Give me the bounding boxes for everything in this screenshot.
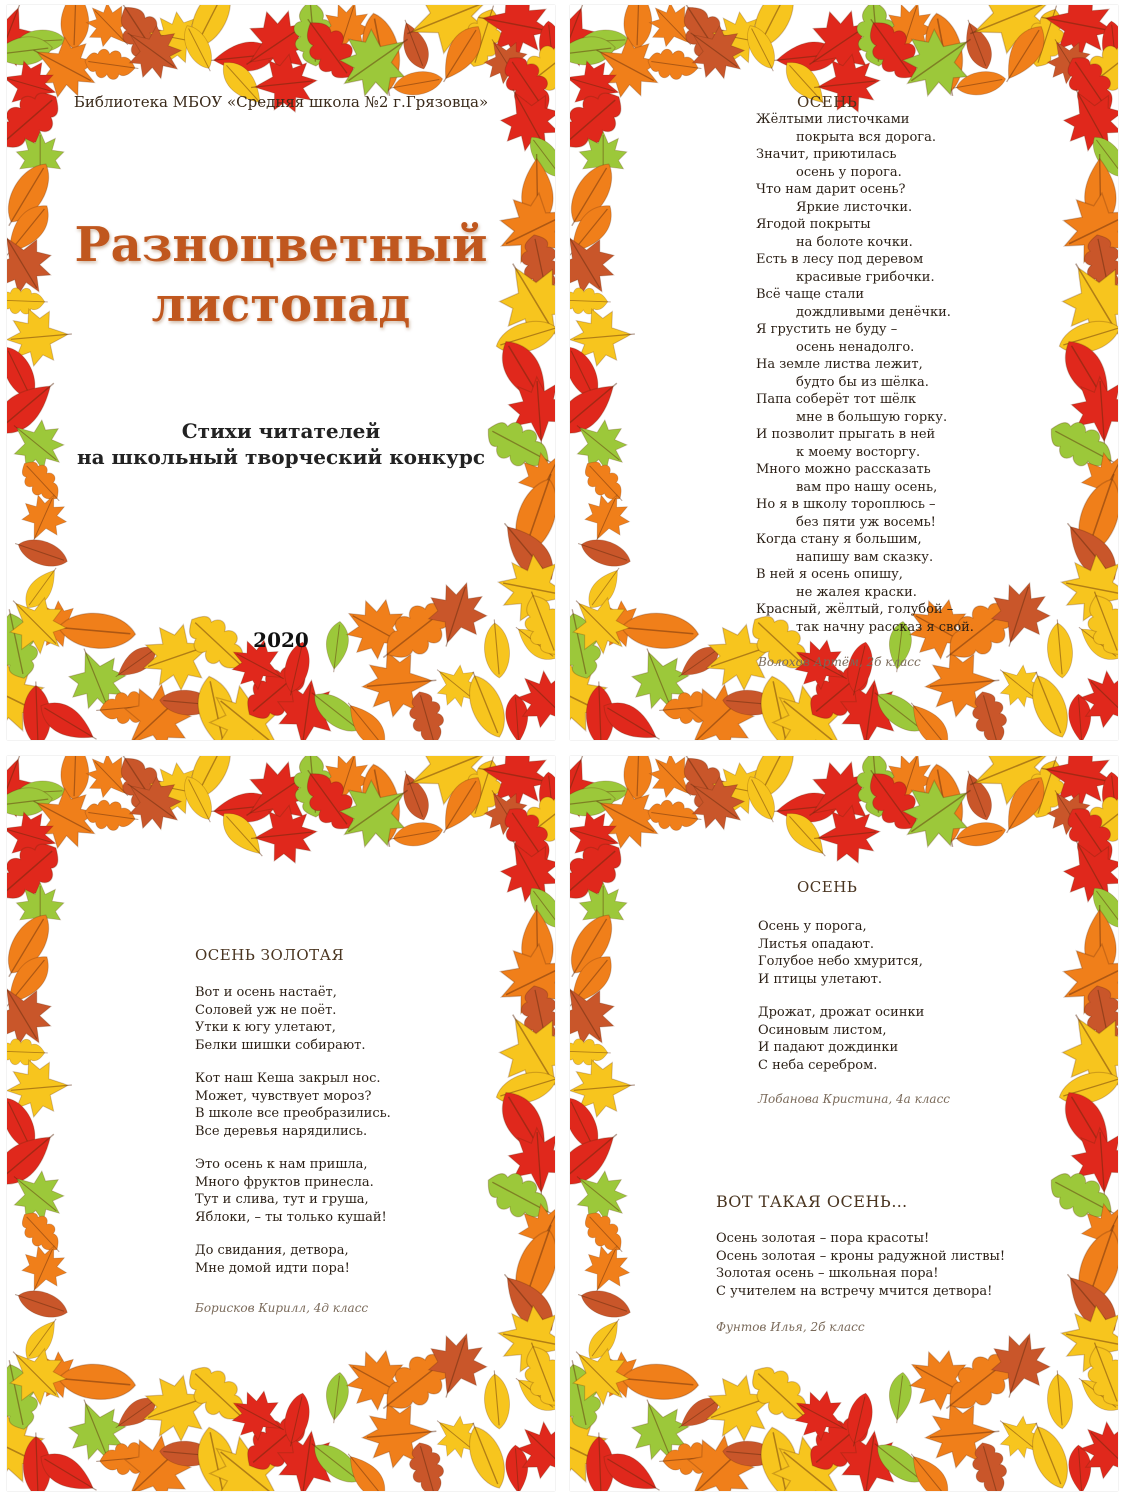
poem-line: До свидания, детвора, xyxy=(195,1243,349,1258)
poem-line: Красный, жёлтый, голубой – xyxy=(756,602,954,617)
poem-line: Листья опадают. xyxy=(758,936,875,952)
poem-line: Осень золотая – пора красоты! xyxy=(716,1231,930,1246)
poem-title: ОСЕНЬ xyxy=(797,878,858,896)
poem-title: ОСЕНЬ xyxy=(797,93,858,111)
poem-line: Ягодой покрыты xyxy=(756,217,871,232)
subtitle-line-1: Стихи читателей xyxy=(181,419,381,443)
poem-line: на болоте кочки. xyxy=(796,234,913,250)
poem-line: Когда стану я большим, xyxy=(756,532,922,547)
poem-line: Что нам дарит осень? xyxy=(756,182,906,197)
poem-line: осень у порога. xyxy=(796,164,902,180)
poem-line: так начну рассказ я свой. xyxy=(796,619,974,635)
poem-line: покрыта вся дорога. xyxy=(796,129,936,145)
cover-page xyxy=(7,5,555,740)
poem-line: Тут и слива, тут и груша, xyxy=(195,1192,369,1207)
title-line-2: листопад xyxy=(151,277,411,333)
poem-line: Вот и осень настаёт, xyxy=(195,985,337,1000)
poem-line: Но я в школу тороплюсь – xyxy=(756,497,936,512)
poem-line: мне в большую горку. xyxy=(796,409,948,425)
poem-line: Может, чувствует мороз? xyxy=(195,1088,372,1104)
poem-line: осень ненадолго. xyxy=(796,339,915,355)
poem-line: В ней я осень опишу, xyxy=(756,567,903,582)
poem-body xyxy=(716,1230,1005,1300)
poem-line: к моему восторгу. xyxy=(796,444,921,460)
poem-line: Это осень к нам пришла, xyxy=(195,1157,368,1172)
poem-page-4 xyxy=(570,756,1118,1491)
poem-line: В школе все преобразились. xyxy=(195,1106,391,1121)
poem-body xyxy=(758,918,924,1074)
poem-line: дождливыми денёчки. xyxy=(796,304,951,320)
poem-line: И падают дождинки xyxy=(758,1040,899,1055)
poem-line: Осиновым листом, xyxy=(758,1022,887,1038)
poem-line: Утки к югу улетают, xyxy=(195,1020,336,1035)
poem-line: напишу вам сказку. xyxy=(796,549,934,565)
stanza-gap xyxy=(758,988,924,1004)
library-name: Библиотека МБОУ «Средняя школа №2 г.Грязовца» xyxy=(73,93,489,111)
poem-title: ВОТ ТАКАЯ ОСЕНЬ… xyxy=(716,1192,908,1211)
main-title xyxy=(47,215,515,335)
poem-author: Борисков Кирилл, 4д класс xyxy=(195,1301,369,1315)
subtitle xyxy=(37,418,525,470)
poem-line: вам про нашу осень, xyxy=(796,479,938,495)
poem-line: Мне домой идти пора! xyxy=(195,1260,350,1276)
poem-line: Яблоки, – ты только кушай! xyxy=(195,1209,387,1225)
poem-line: без пяти уж восемь! xyxy=(796,514,936,530)
poem-author: Фунтов Илья, 2б класс xyxy=(716,1320,865,1334)
title-line-1: Разноцветный xyxy=(74,217,488,273)
year: 2020 xyxy=(253,628,309,652)
poem-line: будто бы из шёлка. xyxy=(796,374,929,390)
poem-line: Кот наш Кеша закрыл нос. xyxy=(195,1071,381,1086)
poem-line: Голубое небо хмурится, xyxy=(758,954,923,969)
poem-line: Соловей уж не поёт. xyxy=(195,1002,337,1018)
poem-line: красивые грибочки. xyxy=(796,269,935,285)
poem-page-3 xyxy=(7,756,555,1491)
poem-body xyxy=(195,984,391,1277)
poem-line: Есть в лесу под деревом xyxy=(756,252,924,267)
poem-line: Белки шишки собирают. xyxy=(195,1037,366,1053)
poem-line: Дрожат, дрожат осинки xyxy=(758,1005,925,1020)
stanza-gap xyxy=(195,1226,391,1242)
poem-line: С неба серебром. xyxy=(758,1057,878,1073)
poem-line: С учителем на встречу мчится детвора! xyxy=(716,1283,993,1299)
poem-line: Много можно рассказать xyxy=(756,462,931,477)
subtitle-line-2: на школьный творческий конкурс xyxy=(76,445,486,469)
poem-line: И птицы улетают. xyxy=(758,971,883,987)
poem-author: Лобанова Кристина, 4а класс xyxy=(758,1092,951,1106)
poem-line: Осень у порога, xyxy=(758,919,867,934)
poem-body xyxy=(756,111,974,636)
poem-line: не жалея краски. xyxy=(796,584,917,600)
poem-line: Всё чаще стали xyxy=(756,287,865,302)
poem-line: Жёлтыми листочками xyxy=(756,112,910,127)
poem-line: Золотая осень – школьная пора! xyxy=(716,1266,939,1281)
poem-line: Осень золотая – кроны радужной листвы! xyxy=(716,1248,1006,1264)
poem-page-2 xyxy=(570,5,1118,740)
poem-line: Все деревья нарядились. xyxy=(195,1123,368,1139)
poem-line: Яркие листочки. xyxy=(796,199,913,215)
poem-author: Волохов Артём, 2б класс xyxy=(758,655,921,669)
poem-line: Папа соберёт тот шёлк xyxy=(756,392,917,407)
poem-line: На земле листва лежит, xyxy=(756,357,923,372)
poem-line: Значит, приютилась xyxy=(756,147,897,162)
stanza-gap xyxy=(195,1054,391,1070)
poem-line: И позволит прыгать в ней xyxy=(756,427,936,442)
poem-line: Я грустить не буду – xyxy=(756,322,898,337)
stanza-gap xyxy=(195,1140,391,1156)
poem-title: ОСЕНЬ ЗОЛОТАЯ xyxy=(195,946,345,964)
poem-line: Много фруктов принесла. xyxy=(195,1174,374,1190)
